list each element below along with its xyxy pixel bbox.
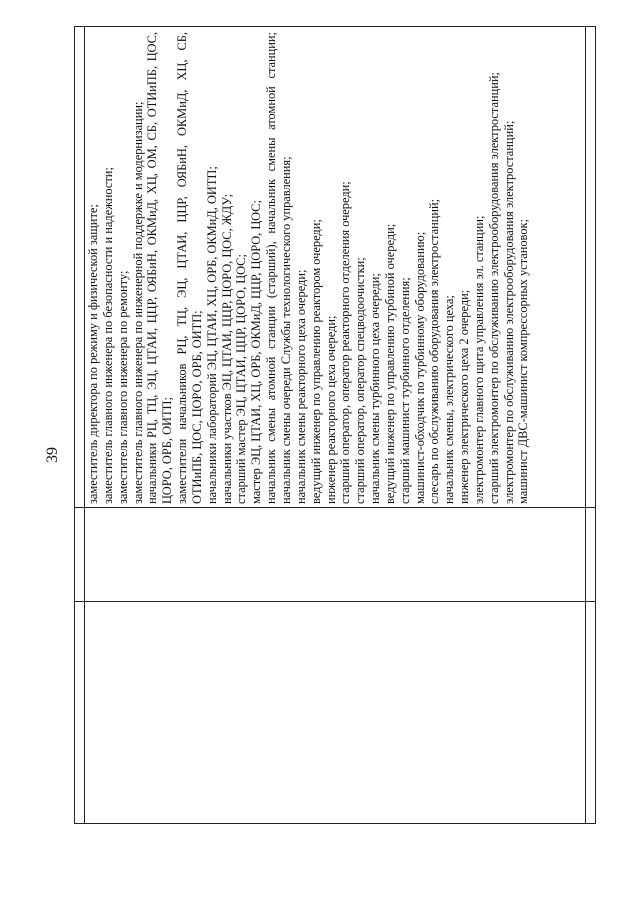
list-line: начальник смены турбинного цеха очереди; [368,273,383,504]
rotated-table [74,26,596,824]
list-line: начальник смены атомной станции (старший), начальник смены атомной станции; [264,32,279,504]
list-line: начальники участков ЭЦ, ЦТАИ, ЦЦР, ЦОРО, ЦОС, ЖДУ; [219,193,234,504]
positions-list-cell [86,32,582,504]
list-line: начальник смены реакторного цеха очереди; [293,269,308,504]
list-line: начальник смены очереди Службы технологического управления; [278,156,293,504]
list-line: ЦОРО, ОРБ, ОИТП; [160,397,175,504]
page-number: 39 [44,447,61,463]
list-line: заместитель главного инженера по безопасности и надежности; [100,167,115,504]
list-line: старший электромонтер по обслуживанию электрооборудования электростанций; [486,72,501,504]
list-line: старший оператор, оператор реакторного отделения очереди; [338,181,353,504]
list-line: заместитель директора по режиму и физической защите; [86,204,100,504]
list-line: старший оператор, оператор спецводоочистки; [353,257,368,504]
column-divider-right [74,507,596,508]
list-line: ведущий инженер по управлению турбиной очереди; [382,223,397,504]
list-line: слесарь по обслуживанию оборудования электростанций; [427,198,442,504]
column-divider-left [74,601,596,602]
row-divider-bottom [585,26,586,824]
list-line: заместитель главного инженера по ремонту; [115,270,130,504]
list-line: инженер реакторного цеха очереди; [323,315,338,504]
list-line: инженер электрического цеха 2 очереди; [457,289,472,504]
list-line: ведущий инженер по управлению реактором очереди; [308,219,323,504]
list-line: старший мастер ЭЦ, ЦТАИ, ЦЦР, ЦОРО, ЦОС; [234,254,249,504]
list-line: мастер ЭЦ, ЦТАИ, ХЦ, ОРБ, ОКМиД, ЦЦР, ЦОРО, ЦОС; [249,200,264,504]
list-line: заместители начальников РЦ, ТЦ, ЭЦ, ЦТАИ, ЦЦР, ОЯБиН, ОКМиД, ХЦ, СБ, [175,32,190,504]
list-line: начальники лабораторий ЭЦ, ЦТАИ, ХЦ, ОРБ, ОКМиД, ОИТП; [204,166,219,504]
list-line: электромонтер по обслуживанию электрооборудования электростанций; [501,120,516,504]
list-line: ОТИиПБ, ЦОС, ЦОРО, ОРБ, ОИТП; [189,310,204,504]
list-line: начальники РЦ, ТЦ, ЭЦ, ЦТАИ, ЦЦР, ОЯБиН, ОКМиД, ХЦ, ОМ, СБ, ОТИиПБ, ЦОС, [145,32,160,504]
list-line: старший машинист турбинного отделения; [397,277,412,504]
list-line: начальник смены, электрического цеха; [442,295,457,504]
list-line: машинист ДВС-машинист компрессорных установок; [516,219,531,504]
row-divider-top [84,26,85,824]
list-line: электромонтер главного щита управления эл. станции; [471,215,486,504]
list-line: заместитель главного инженера по инженерной поддержке и модернизации; [130,101,145,504]
list-line: машинист-обходчик по турбинному оборудованию; [412,231,427,504]
